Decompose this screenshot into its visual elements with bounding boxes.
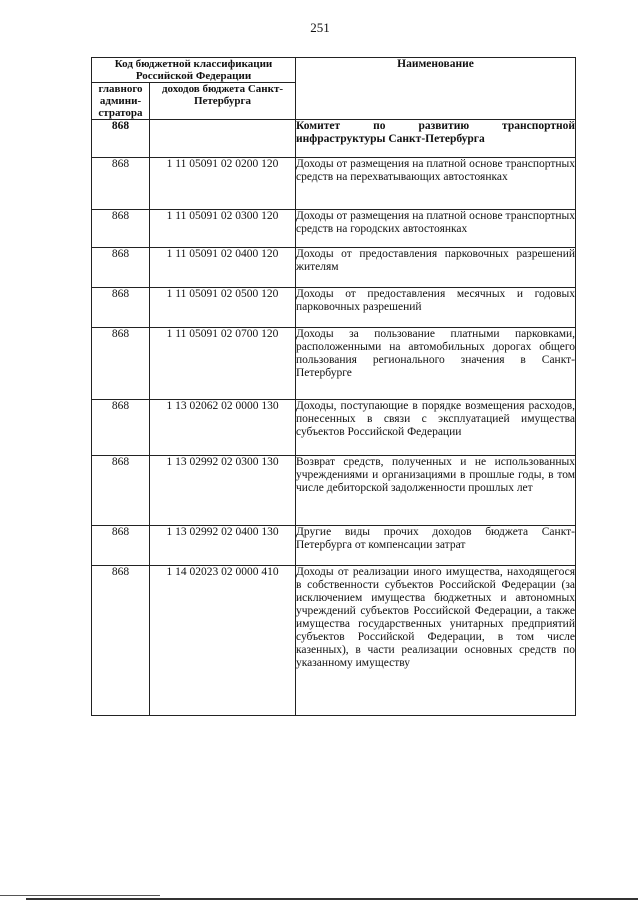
admin-code: 868 — [92, 328, 150, 400]
income-name: Возврат средств, полученных и не использованных учреждениями и организациями в прошлые годы, в том числе дебиторской задолженности прошлых лет — [296, 456, 576, 526]
header-code-group: Код бюджетной классификации Российской Федерации — [92, 58, 296, 83]
admin-code: 868 — [92, 158, 150, 210]
income-code: 1 11 05091 02 0700 120 — [150, 328, 296, 400]
table-row — [92, 526, 576, 566]
page-bottom-edge — [26, 898, 638, 900]
income-name: Доходы от реализации иного имущества, находящегося в собственности субъектов Российской Федерации (за исключением имущества бюджетных и автономных учреждений субъектов Российской Федерации, а также имущества государственных унитарных предприятий субъектов Российской Федерации, в том числе казенных), в части реализации основных средств по указанному имуществу — [296, 566, 576, 716]
income-code: 1 11 05091 02 0300 120 — [150, 210, 296, 248]
income-name: Доходы от размещения на платной основе транспортных средств на городских автостоянках — [296, 210, 576, 248]
table-header-row — [92, 58, 576, 83]
income-code: 1 14 02023 02 0000 410 — [150, 566, 296, 716]
admin-code: 868 — [92, 210, 150, 248]
income-name: Комитет по развитию транспортной инфраструктуры Санкт-Петербурга — [296, 120, 576, 158]
admin-code: 868 — [92, 288, 150, 328]
page-bottom-edge-segment — [0, 895, 160, 896]
header-name: Наименование — [296, 58, 576, 120]
admin-code: 868 — [92, 400, 150, 456]
income-name: Доходы, поступающие в порядке возмещения расходов, понесенных в связи с эксплуатацией имущества субъектов Российской Федерации — [296, 400, 576, 456]
header-income-code: доходов бюджета Санкт-Петербурга — [150, 83, 296, 120]
table-row — [92, 328, 576, 400]
income-code: 1 13 02992 02 0300 130 — [150, 456, 296, 526]
income-code: 1 11 05091 02 0400 120 — [150, 248, 296, 288]
income-code: 1 11 05091 02 0500 120 — [150, 288, 296, 328]
admin-code: 868 — [92, 526, 150, 566]
income-code: 1 11 05091 02 0200 120 — [150, 158, 296, 210]
income-name: Доходы от предоставления месячных и годовых парковочных разрешений — [296, 288, 576, 328]
admin-code: 868 — [92, 456, 150, 526]
header-admin: главного админи-стратора — [92, 83, 150, 120]
table-row — [92, 566, 576, 716]
admin-code: 868 — [92, 248, 150, 288]
income-code — [150, 120, 296, 158]
income-name: Доходы от предоставления парковочных разрешений жителям — [296, 248, 576, 288]
table-row — [92, 210, 576, 248]
income-code: 1 13 02992 02 0400 130 — [150, 526, 296, 566]
income-name: Другие виды прочих доходов бюджета Санкт-Петербурга от компенсации затрат — [296, 526, 576, 566]
table-row — [92, 248, 576, 288]
table-row — [92, 400, 576, 456]
table-row — [92, 158, 576, 210]
admin-code: 868 — [92, 120, 150, 158]
table-row — [92, 120, 576, 158]
income-code: 1 13 02062 02 0000 130 — [150, 400, 296, 456]
page-number: 251 — [310, 20, 330, 35]
budget-classification-table — [91, 57, 576, 716]
table-row — [92, 288, 576, 328]
income-name: Доходы от размещения на платной основе транспортных средств на перехватывающих автостоянках — [296, 158, 576, 210]
income-name: Доходы за пользование платными парковками, расположенными на автомобильных дорогах общего пользования регионального значения в Санкт-Петербурге — [296, 328, 576, 400]
admin-code: 868 — [92, 566, 150, 716]
table-row — [92, 456, 576, 526]
